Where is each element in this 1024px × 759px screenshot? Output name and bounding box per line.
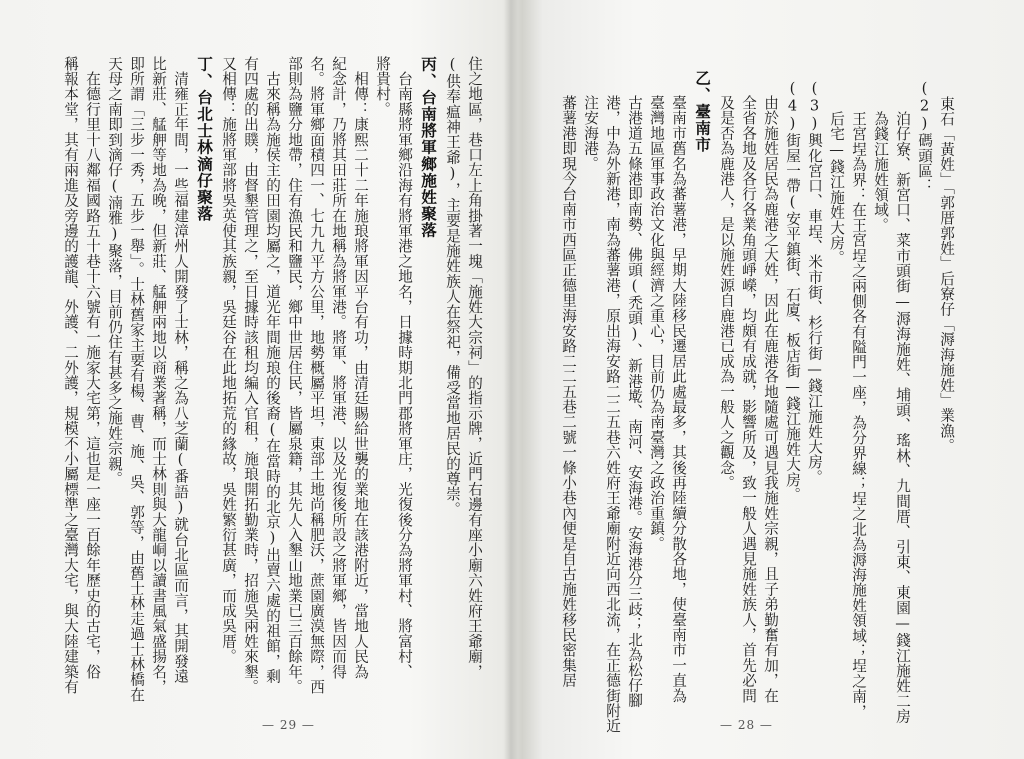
text-column: 后宅—錢江施姓大房。 <box>828 96 845 266</box>
text-column: 注安海港。 <box>582 80 599 172</box>
text-column: 由於施姓居民為鹿港之大姓，因此在鹿港各地隨處可遇見我施姓宗親，且子弟勤奮有加，在 <box>762 80 779 704</box>
text-column: 泊仔寮、新宮口、菜市頭街—溽海施姓、埔頭、瑤林、九間厝、引東、東園—錢江施姓二房 <box>894 96 911 724</box>
text-column: 在德行里十八鄰福國路五十巷十六號有一施家大宅第，這也是一座一百餘年歷史的古宅，俗 <box>84 56 101 680</box>
text-column: 名。將軍鄉面積四一、七九九平方公里，地勢概屬平坦，東部土地尚稱肥沃，蔗園廣漠無際，西 <box>308 56 325 695</box>
section-heading: 丙、台南將軍鄉施姓聚落 <box>419 56 437 239</box>
page-28 <box>513 0 1024 759</box>
text-column: 為錢江施姓領域。 <box>872 96 889 233</box>
text-column: 古港道五條港即南勢、佛頭(禿頭)、新港墘、南河、安海港。安海港分三歧；北為松仔腳 <box>626 80 643 708</box>
text-column: 即所謂「三步一秀，五步一舉」。士林舊家主要有楊、曹、施、吳、郭等，由舊士林走過士林橋在 <box>128 56 145 703</box>
section-heading: 乙、臺南市 <box>693 70 711 153</box>
text-column: 蕃薯港即現今台南市西區正德里海安路二二五巷二號一條小巷內便是自古施姓移民密集居 <box>560 80 577 688</box>
page-number: — 28 — <box>720 718 773 732</box>
section-heading: 丁、台北士林滴仔聚落 <box>195 56 213 222</box>
text-column: 住之地區，巷口左上角掛著一塊「施姓大宗祠」的指示牌，近門右邊有座小廟六姓府王爺廟， <box>466 56 483 680</box>
text-column: 將貴村。 <box>374 56 391 117</box>
page-29 <box>0 0 511 759</box>
text-column: 王宮埕為界：在王宮埕之兩側各有隘門一座，為分界線；埕之北為溽海施姓領域；埕之南， <box>850 96 867 720</box>
text-column: 相傳：康熙二十二年施琅將軍因平台有功，由清廷賜給世襲的業地在該港附近，當地人民為 <box>352 56 369 680</box>
text-column: 清雍正年間，一些福建漳州人開發了士林，稱之為八芝蘭(番語)就台北區而言，其開發遠 <box>172 56 189 684</box>
text-column: 紀念計，乃將其田莊所在地稱為將軍港。將軍、將軍港、以及光復後所設之將軍鄉，皆因而得 <box>330 56 347 680</box>
text-column: 及是否為鹿港人，是以施姓源自鹿港已成為一般人之觀念。 <box>718 80 735 491</box>
book-gutter <box>504 0 518 759</box>
text-column: (4)街屋一帶(安平鎮街、石廈、板店街—錢江施姓大房。 <box>784 80 801 503</box>
text-column: 台南縣將軍鄉沿海有將軍港之地名，日據時期北門郡將軍庄，光復後分為將軍村、將富村、 <box>396 56 413 680</box>
text-column: 古來稱為施侯主的田園均屬之，道光年間施琅的後裔(在當時的北京)出賣六處的祖館，剩 <box>264 56 281 684</box>
text-column: 天母之南即到滴仔(湳雅)聚落，目前仍住有甚多之施姓宗親。 <box>106 56 123 487</box>
text-column: 港，中為外新港，南為蕃薯港，原出海安路二二五巷六姓府王爺廟附近向西北流，在正德街附近 <box>604 80 621 734</box>
text-column: 有四處的出贌，由督墾管理之，至日據時該租均編入官租，施琅開拓勤業時，招施吳兩姓來墾。 <box>242 56 259 695</box>
text-column: (3)興化宮口、車埕、米市街、杉行街—錢江施姓大房。 <box>806 80 823 485</box>
text-column: 稱報本堂，其有兩進及旁邊的護龍、外護、二外護，規模不小屬標準之臺灣大宅，與大陸建築有 <box>62 56 79 695</box>
page-number: — 29 — <box>262 718 315 732</box>
text-column: 東石「黃姓」「郭厝郭姓」后寮仔「溽海施姓」業漁。 <box>938 96 955 454</box>
text-column: 臺南市舊名為蕃薯港，早期大陸移民遷居此處最多，其後再陸續分散各地，使臺南市一直為 <box>670 80 687 704</box>
text-column: (2)碼頭區： <box>916 80 933 194</box>
text-column: 比新莊、艋舺等地為晚，但新莊、艋舺兩地以商業著稱，而士林則與大龍峒以讀書風氣盛揚名， <box>150 56 167 695</box>
text-column: (供奉瘟神王爺)，主要是施姓族人在祭祀，備受當地居民的尊崇。 <box>444 56 461 517</box>
text-column: 又相傳：施將軍部將吳英使其族親，吳廷谷在此地拓荒的緣故，吳姓繁衍甚廣，而成吳厝。 <box>220 56 237 664</box>
text-column: 全省各地及各行各業角頭崢嶸，均頗有成就，影響所及，致一般人遇見施姓族人，首先必問 <box>740 80 757 704</box>
text-column: 部則為鹽分地帶，住有漁民和鹽民，鄉中世居住民，皆屬泉籍，其先人入墾山地業已三百餘年。 <box>286 56 303 695</box>
text-column: 臺灣地區軍事政治文化與經濟之重心，目前仍為南臺灣之政治重鎮。 <box>648 80 665 552</box>
